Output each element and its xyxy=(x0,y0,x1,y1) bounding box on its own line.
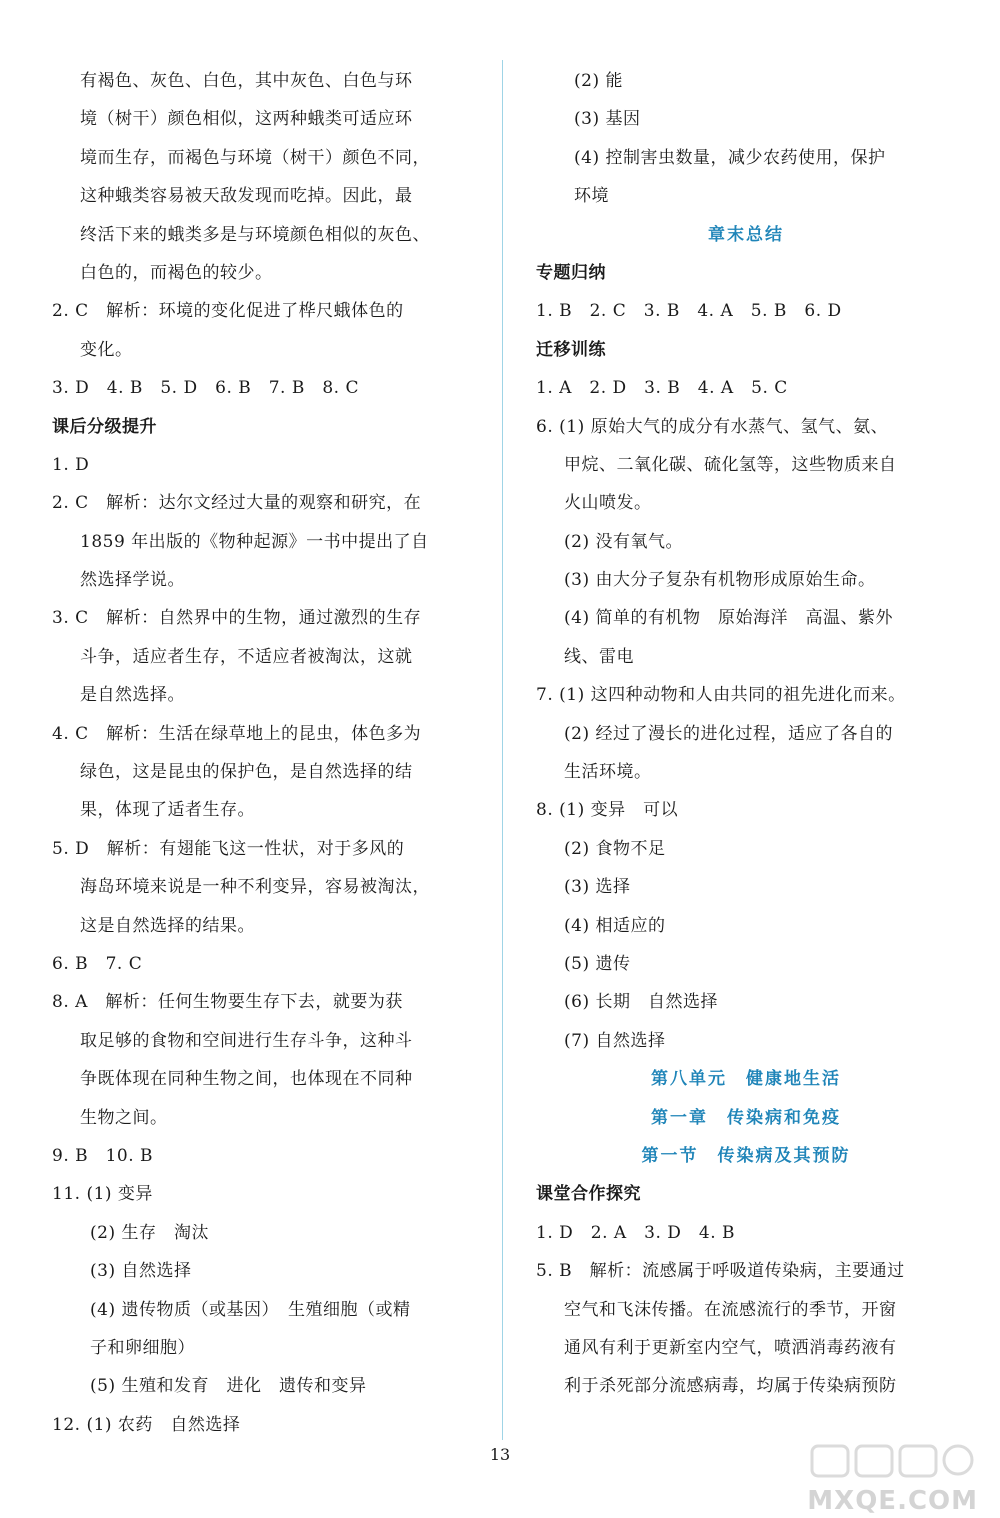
chapter-title: 第一章 传染病和免疫 xyxy=(651,1107,841,1128)
section-heading: 专题归纳 xyxy=(536,262,606,283)
text-line: 白色的，而褐色的较少。 xyxy=(80,262,273,283)
text-line: 有褐色、灰色、白色，其中灰色、白色与环 xyxy=(80,71,413,91)
text-line: 5. B 解析：流感属于呼吸道传染病，主要通过 xyxy=(536,1261,905,1282)
text-line: 3. D 4. B 5. D 6. B 7. B 8. C xyxy=(52,378,359,399)
text-line: 这是自然选择的结果。 xyxy=(80,915,255,936)
text-line: 变化。 xyxy=(80,339,133,360)
right-column xyxy=(536,62,956,1406)
text-line: 环境 xyxy=(574,186,609,207)
text-line: 海岛环境来说是一种不利变异，容易被淘汰， xyxy=(80,877,430,898)
text-line: (2) 没有氧气。 xyxy=(564,531,683,552)
text-line: 8. (1) 变异 可以 xyxy=(536,800,679,821)
text-line: 1. D xyxy=(52,454,90,475)
text-line: 境（树干）颜色相似，这两种蛾类可适应环 xyxy=(80,109,413,130)
text-line: 甲烷、二氧化碳、硫化氢等，这些物质来自 xyxy=(564,454,897,475)
text-line: 境而生存，而褐色与环境（树干）颜色不同， xyxy=(80,147,430,168)
text-line: (4) 相适应的 xyxy=(564,915,666,936)
text-line: (5) 遗传 xyxy=(564,953,631,974)
text-line: 这种蛾类容易被天敌发现而吃掉。因此，最 xyxy=(80,186,413,207)
text-line: 12. (1) 农药 自然选择 xyxy=(52,1414,241,1435)
text-line: (2) 食物不足 xyxy=(564,838,666,859)
text-line: 是自然选择。 xyxy=(80,685,185,706)
text-line: 4. C 解析：生活在绿草地上的昆虫，体色多为 xyxy=(52,723,422,744)
text-line: 5. D 解析：有翅能飞这一性状，对于多风的 xyxy=(52,838,405,859)
text-line: 子和卵细胞） xyxy=(90,1337,195,1358)
text-line: 斗争，适应者生存，不适应者被淘汰，这就 xyxy=(80,646,413,667)
text-line: (3) 选择 xyxy=(564,877,631,898)
text-line: 取足够的食物和空间进行生存斗争，这种斗 xyxy=(80,1030,413,1051)
text-line: 然选择学说。 xyxy=(80,570,185,591)
text-line: (2) 经过了漫长的进化过程，适应了各自的 xyxy=(564,723,893,744)
text-line: (7) 自然选择 xyxy=(564,1030,666,1051)
page-number: 13 xyxy=(489,1445,511,1464)
text-line: 6. (1) 原始大气的成分有水蒸气、氢气、氨、 xyxy=(536,416,889,437)
text-line: 6. B 7. C xyxy=(52,953,143,974)
text-line: (6) 长期 自然选择 xyxy=(564,992,718,1013)
text-line: 11. (1) 变异 xyxy=(52,1184,153,1205)
text-line: 绿色，这是昆虫的保护色，是自然选择的结 xyxy=(80,762,413,783)
text-line: 生活环境。 xyxy=(564,762,652,783)
text-line: 火山喷发。 xyxy=(564,493,652,514)
left-column xyxy=(52,62,472,1444)
watermark-text: MXQE.COM xyxy=(807,1486,978,1516)
section-heading: 迁移训练 xyxy=(536,339,606,360)
chapter-title: 第一节 传染病及其预防 xyxy=(641,1145,851,1166)
text-line: (3) 自然选择 xyxy=(90,1261,192,1282)
text-line: 9. B 10. B xyxy=(52,1145,154,1166)
text-line: 1859 年出版的《物种起源》一书中提出了自 xyxy=(80,531,429,552)
section-heading: 课后分级提升 xyxy=(52,416,157,437)
text-line: 7. (1) 这四种动物和人由共同的祖先进化而来。 xyxy=(536,685,906,706)
text-line: 2. C 解析：环境的变化促进了桦尺蛾体色的 xyxy=(52,301,404,322)
text-line: 终活下来的蛾类多是与环境颜色相似的灰色、 xyxy=(80,224,430,245)
text-line: 1. B 2. C 3. B 4. A 5. B 6. D xyxy=(536,301,842,322)
text-line: (3) 基因 xyxy=(574,109,641,130)
text-line: (4) 遗传物质（或基因） 生殖细胞（或精 xyxy=(90,1299,411,1320)
text-line: (5) 生殖和发育 进化 遗传和变异 xyxy=(90,1376,367,1397)
text-line: 利于杀死部分流感病毒，均属于传染病预防 xyxy=(564,1376,897,1397)
chapter-title: 章末总结 xyxy=(708,224,784,245)
column-divider xyxy=(502,60,503,1440)
text-line: (4) 简单的有机物 原始海洋 高温、紫外 xyxy=(564,608,893,629)
text-line: 空气和飞沫传播。在流感流行的季节，开窗 xyxy=(564,1299,897,1320)
text-line: 1. D 2. A 3. D 4. B xyxy=(536,1222,736,1243)
text-line: (2) 生存 淘汰 xyxy=(90,1222,209,1243)
text-line: 果，体现了适者生存。 xyxy=(80,800,255,821)
text-line: 线、雷电 xyxy=(564,646,634,667)
text-line: 1. A 2. D 3. B 4. A 5. C xyxy=(536,378,788,399)
section-heading: 课堂合作探究 xyxy=(536,1184,641,1205)
text-line: 8. A 解析：任何生物要生存下去，就要为获 xyxy=(52,992,403,1013)
text-line: 3. C 解析：自然界中的生物，通过激烈的生存 xyxy=(52,608,422,629)
text-line: 通风有利于更新室内空气，喷洒消毒药液有 xyxy=(564,1337,897,1358)
text-line: 2. C 解析：达尔文经过大量的观察和研究，在 xyxy=(52,493,422,514)
chapter-title: 第八单元 健康地生活 xyxy=(651,1069,841,1090)
text-line: (2) 能 xyxy=(574,71,623,91)
text-line: 生物之间。 xyxy=(80,1107,168,1128)
text-line: (4) 控制害虫数量，减少农药使用，保护 xyxy=(574,147,886,168)
text-line: (3) 由大分子复杂有机物形成原始生命。 xyxy=(564,570,876,591)
text-line: 争既体现在同种生物之间，也体现在不同种 xyxy=(80,1069,413,1090)
